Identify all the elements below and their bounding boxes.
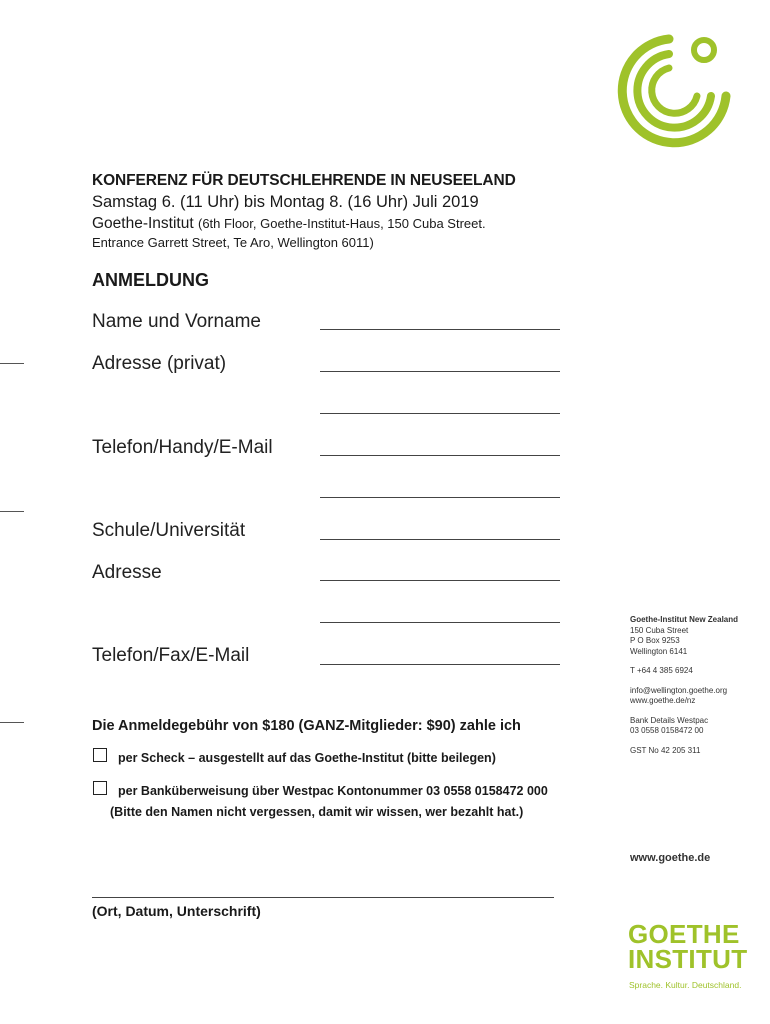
contact-web: www.goethe.de/nz (630, 696, 696, 705)
cheque-checkbox[interactable] (93, 748, 107, 762)
phone-email-field[interactable] (320, 455, 560, 456)
cheque-option-label: per Scheck – ausgestellt auf das Goethe-Institut (bitte beilegen) (118, 751, 496, 765)
field-label-school: Schule/Universität (92, 520, 246, 541)
field-label-name: Name und Vorname (92, 311, 261, 332)
contact-bank-number: 03 0558 0158472 00 (630, 726, 704, 735)
transfer-option-label: per Banküberweisung über Westpac Kontonummer 03 0558 0158472 000 (118, 784, 548, 798)
fee-heading: Die Anmeldegebühr von $180 (GANZ-Mitglieder: $90) zahle ich (92, 718, 521, 734)
contact-email: info@wellington.goethe.org (630, 685, 728, 695)
fold-mark (0, 511, 24, 512)
transfer-checkbox[interactable] (93, 781, 107, 795)
signature-caption: (Ort, Datum, Unterschrift) (92, 903, 261, 919)
conference-venue (92, 215, 486, 233)
field-label-school-phone: Telefon/Fax/E-Mail (92, 645, 250, 666)
brand-wordmark (628, 919, 748, 974)
venue-name: Goethe-Institut (92, 215, 194, 232)
contact-city: Wellington 6141 (630, 646, 688, 656)
name-field[interactable] (320, 329, 560, 330)
contact-pobox: P O Box 9253 (630, 636, 680, 645)
brand-line-1: GOETHE (628, 919, 740, 949)
school-address-field-line-2[interactable] (320, 622, 560, 623)
goethe-logo-icon (612, 30, 737, 155)
venue-detail: (6th Floor, Goethe-Institut-Haus, 150 Cuba Street. (197, 216, 486, 231)
contact-gst: GST No 42 205 311 (630, 745, 701, 755)
payment-note: (Bitte den Namen nicht vergessen, damit wir wissen, wer bezahlt hat.) (110, 805, 524, 819)
venue-street: Entrance Garrett Street, Te Aro, Wellington 6011) (92, 235, 374, 250)
school-field[interactable] (320, 539, 560, 540)
contact-bank-label: Bank Details Westpac (630, 715, 709, 725)
conference-title: KONFERENZ FÜR DEUTSCHLEHRENDE IN NEUSEELAND (92, 172, 516, 189)
fold-mark (0, 722, 24, 723)
school-phone-field[interactable] (320, 664, 560, 665)
signature-field[interactable] (92, 897, 554, 898)
contact-phone: T +64 4 385 6924 (630, 666, 693, 675)
contact-org: Goethe-Institut New Zealand (630, 615, 739, 624)
address-private-field-line-2[interactable] (320, 413, 560, 414)
contact-street: 150 Cuba Street (630, 625, 689, 635)
address-private-field[interactable] (320, 371, 560, 372)
field-label-school-address: Adresse (92, 562, 162, 583)
school-address-field[interactable] (320, 580, 560, 581)
brand-tagline: Sprache. Kultur. Deutschland. (629, 980, 742, 990)
website-link: www.goethe.de (630, 852, 711, 864)
field-label-address-private: Adresse (privat) (92, 353, 227, 374)
conference-dates: Samstag 6. (11 Uhr) bis Montag 8. (16 Uhr) Juli 2019 (92, 193, 479, 211)
field-label-phone-email: Telefon/Handy/E-Mail (92, 437, 273, 458)
fold-mark (0, 363, 24, 364)
brand-line-2: INSTITUT (628, 944, 748, 974)
contact-block (630, 615, 765, 756)
phone-email-field-line-2[interactable] (320, 497, 560, 498)
form-heading: ANMELDUNG (92, 270, 209, 290)
